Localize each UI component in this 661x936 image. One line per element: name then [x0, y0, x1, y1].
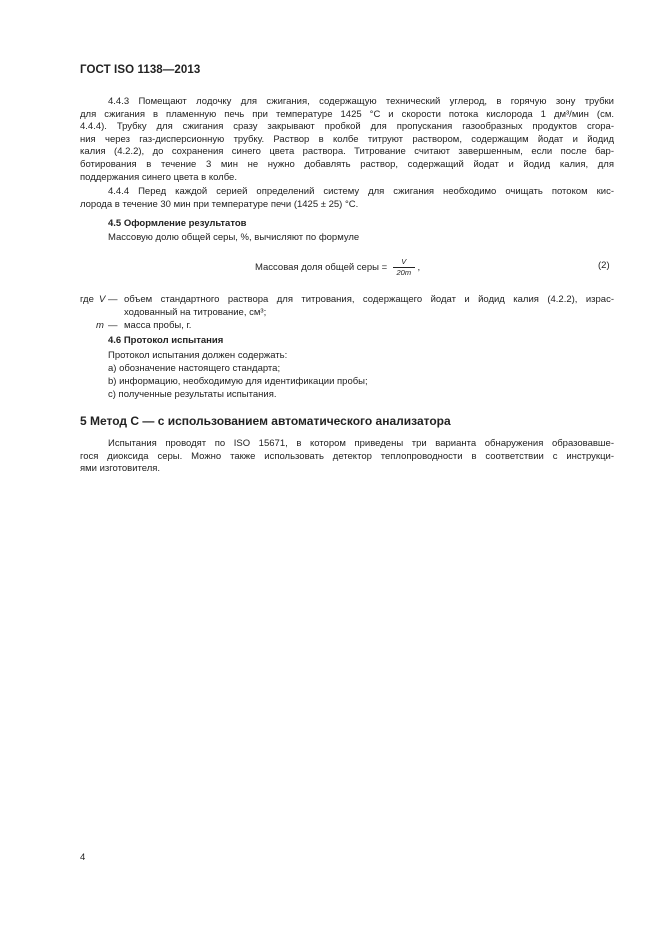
- formula-denominator: 20m: [396, 268, 412, 277]
- formula-tail: ,: [417, 262, 421, 274]
- list-item: c) полученные результаты испытания.: [108, 389, 277, 400]
- text-line: ния через газ-дисперсионную трубку. Раствор в колбе титруют раствором, содержащим йодат и йодид: [80, 133, 614, 145]
- page-number: 4: [80, 852, 86, 863]
- m-symbol: m: [96, 320, 104, 331]
- document-header: ГОСТ ISO 1138—2013: [80, 64, 201, 76]
- text-line: для сжигания в пламенную печь при температуре 1425 °C и скорости потока кислорода 1 дм³/мин (см.: [80, 108, 614, 120]
- text-line: поддержания синего цвета в колбе.: [80, 171, 237, 183]
- paragraph-4-4-4: [80, 186, 614, 211]
- list-item: b) информацию, необходимую для идентификации пробы;: [108, 376, 368, 387]
- formula-numerator: V: [401, 257, 407, 266]
- paragraph-4-4-3: [80, 96, 614, 184]
- section-4-6-intro: Протокол испытания должен содержать:: [108, 350, 288, 361]
- text-line: лорода в течение 30 мин при температуре печи (1425 ± 25) °C.: [80, 198, 359, 210]
- where-prefix: где: [80, 294, 94, 305]
- v-definition-line1: объем стандартного раствора для титрования, содержащего йодат и йодид калия (4.2.2), израс-: [124, 294, 614, 305]
- text-line: ями изготовителя.: [80, 463, 161, 475]
- section-heading-4-5: 4.5 Оформление результатов: [108, 218, 247, 229]
- m-dash: —: [108, 320, 118, 331]
- v-definition-line2: ходованный на титрование, см³;: [124, 307, 267, 318]
- text-line: Испытания проводят по ISO 15671, в котором приведены три варианта обнаружения образовавше-: [108, 438, 614, 449]
- v-symbol: V: [99, 294, 106, 305]
- m-definition: масса пробы, г.: [124, 320, 192, 331]
- formula-fraction: [393, 257, 415, 278]
- section-heading-4-6: 4.6 Протокол испытания: [108, 335, 224, 346]
- equation-number: (2): [598, 260, 610, 271]
- text-line: ботирования в течение 3 мин не нужно добавлять раствор, содержащий йодат и йодид калия, для: [80, 158, 614, 170]
- text-line: 4.4.4). Трубку для сжигания сразу закрывают пробкой для пропускания газообразных продуктов сгора-: [80, 121, 614, 133]
- text-line: гося диоксида серы. Можно также использовать детектор теплопроводности в соответствии с инструкци-: [80, 450, 614, 462]
- v-dash: —: [108, 294, 118, 305]
- section-heading-5: 5 Метод С — с использованием автоматического анализатора: [80, 414, 451, 428]
- formula: [255, 257, 420, 278]
- text-line: 4.4.4 Перед каждой серией определений систему для сжигания необходимо очищать потоком кис-: [108, 186, 614, 197]
- section-4-5-intro: Массовую долю общей серы, %, вычисляют по формуле: [108, 232, 360, 243]
- paragraph-5: [80, 438, 614, 476]
- text-line: калия (4.2.2), до сохранения синего цвета раствора. Титрование считают завершенным, если после бар-: [80, 146, 614, 158]
- text-line: 4.4.3 Помещают лодочку для сжигания, содержащую технический углерод, в горячую зону трубки: [108, 96, 614, 107]
- formula-label: Массовая доля общей серы =: [255, 262, 388, 274]
- list-item: a) обозначение настоящего стандарта;: [108, 363, 281, 374]
